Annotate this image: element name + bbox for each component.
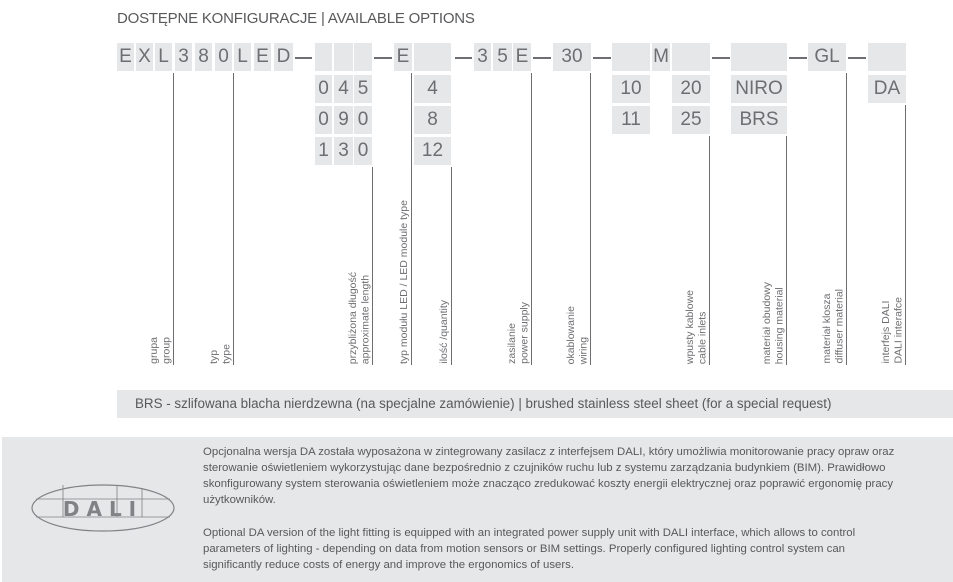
code-char: 0	[215, 43, 232, 71]
leader-line-quantity	[451, 167, 452, 365]
code-char: 3	[175, 43, 192, 71]
label-length-en: approximate length	[359, 274, 372, 364]
leader-line-housing	[786, 136, 787, 365]
length-slot	[334, 43, 353, 71]
leader-line-diffuser	[846, 73, 847, 365]
label-quantity-text: ilość /quantity	[438, 300, 450, 364]
label-quantity	[438, 300, 451, 364]
leader-line-supply	[531, 73, 532, 365]
length-digit: 0	[315, 75, 332, 103]
label-group	[148, 337, 173, 364]
label-length-pl: przybliżona długość	[347, 271, 359, 364]
separator-dash	[712, 57, 730, 59]
label-module-text: typ modułu LED / LED module type	[398, 199, 410, 364]
leader-line-interface	[905, 105, 906, 365]
housing-option: BRS	[731, 106, 787, 134]
code-char: X	[136, 43, 153, 71]
length-digit: 0	[315, 106, 332, 134]
code-char: L	[234, 43, 251, 71]
label-module	[398, 200, 411, 364]
brs-note: BRS - szlifowana blacha nierdzewna (na specjalne zamówienie) | brushed stainless steel sheet (for a special request)	[117, 390, 953, 418]
inlet-option: 11	[612, 106, 650, 134]
label-diffuser-en: diffuser material	[833, 289, 846, 364]
label-diffuser-pl: materiał klosza	[821, 293, 833, 364]
label-housing-en: housing material	[773, 286, 786, 364]
length-digit: 0	[354, 137, 372, 165]
label-length	[347, 272, 372, 364]
label-inlets-en: cable inlets	[696, 311, 709, 364]
separator-dash	[455, 57, 472, 59]
inlet-slot	[672, 43, 710, 71]
dali-description-pl: Opcjonalna wersja DA została wyposażona w zintegrowany zasilacz z interfejsem DALI, który umożliwia monitorowanie pracy opraw oraz sterowanie oświetleniem wykorzystując dane bezpośrednio z czujników ruchu lub z systemu zarządzania budynkiem (BIM). Prawidłowo skonfigurowany system sterowania oświetleniem może znacząco zredukować koszty energii elektrycznej oraz poprawić ergonomię pracy użytkowników.	[203, 446, 895, 506]
leader-line-module	[411, 73, 412, 365]
label-type	[208, 344, 233, 364]
length-digit: 9	[334, 106, 353, 134]
label-inlets-pl: wpusty kablowe	[684, 289, 696, 364]
dali-description-en: Optional DA version of the light fitting is equipped with an integrated power supply unit with DALI interface, which allows to control parameters of lighting - depending on data from motion sensors or BIM settings. Properly configured lighting control system can significantly reduce costs of energy and improve the ergonomics of users.	[203, 527, 856, 571]
interface-slot	[868, 43, 906, 71]
length-slot	[315, 43, 332, 71]
quantity-option: 4	[414, 75, 451, 103]
label-diffuser	[821, 289, 846, 364]
label-inlets	[684, 290, 709, 364]
page-title: DOSTĘPNE KONFIGURACJE | AVAILABLE OPTIONS	[117, 10, 475, 27]
leader-line-inlets	[709, 136, 710, 365]
supply-char: 3	[474, 43, 491, 71]
length-digit: 4	[334, 75, 353, 103]
label-interface-en: DALI interafce	[892, 297, 905, 364]
quantity-option: 12	[414, 137, 451, 165]
wiring-cell: 30	[553, 43, 591, 71]
label-wiring-en: wiring	[577, 336, 590, 364]
label-supply	[506, 302, 531, 364]
supply-char: 5	[493, 43, 512, 71]
quantity-option: 8	[414, 106, 451, 134]
module-slot	[414, 43, 451, 71]
separator-dash	[593, 57, 611, 59]
label-wiring	[565, 306, 590, 364]
code-char: E	[117, 43, 134, 71]
label-housing	[761, 282, 786, 364]
label-housing-pl: materiał obudowy	[761, 281, 773, 364]
code-char: 8	[195, 43, 212, 71]
inlet-option: 10	[612, 75, 650, 103]
separator-dash	[374, 57, 392, 59]
module-letter: E	[394, 43, 412, 71]
dali-logo-text: DALI	[62, 497, 144, 521]
dali-logo-icon	[30, 483, 176, 538]
label-interface-pl: interfejs DALI	[880, 300, 892, 364]
length-digit: 0	[354, 106, 372, 134]
separator-dash	[789, 57, 807, 59]
length-digit: 3	[334, 137, 353, 165]
housing-slot	[731, 43, 787, 71]
leader-line-wiring	[590, 73, 591, 365]
inlet-option: 20	[672, 75, 710, 103]
label-type-en: type	[220, 344, 233, 364]
label-type-pl: typ	[208, 349, 220, 364]
label-wiring-pl: okablowanie	[565, 305, 577, 364]
length-digit: 5	[354, 75, 372, 103]
code-char: D	[274, 43, 293, 71]
code-char: L	[155, 43, 172, 71]
label-group-en: group	[160, 337, 173, 364]
label-supply-pl: zasilanie	[506, 323, 518, 364]
housing-option: NIRO	[731, 75, 787, 103]
inlet-option: 25	[672, 106, 710, 134]
length-slot	[354, 43, 372, 71]
leader-line-length	[372, 167, 373, 365]
separator-dash	[533, 57, 551, 59]
leader-line-group	[173, 73, 174, 365]
interface-option: DA	[868, 75, 906, 103]
label-supply-en: power supply	[518, 302, 531, 364]
separator-dash	[848, 57, 866, 59]
label-group-pl: grupa	[148, 337, 160, 364]
label-interface	[880, 297, 905, 364]
supply-char: E	[513, 43, 531, 71]
length-digit: 1	[315, 137, 332, 165]
separator-dash	[295, 57, 312, 59]
inlet-letter: M	[652, 43, 670, 71]
diffuser-cell: GL	[808, 43, 846, 71]
leader-line-type	[233, 73, 234, 365]
code-char: E	[254, 43, 271, 71]
inlet-slot	[612, 43, 650, 71]
